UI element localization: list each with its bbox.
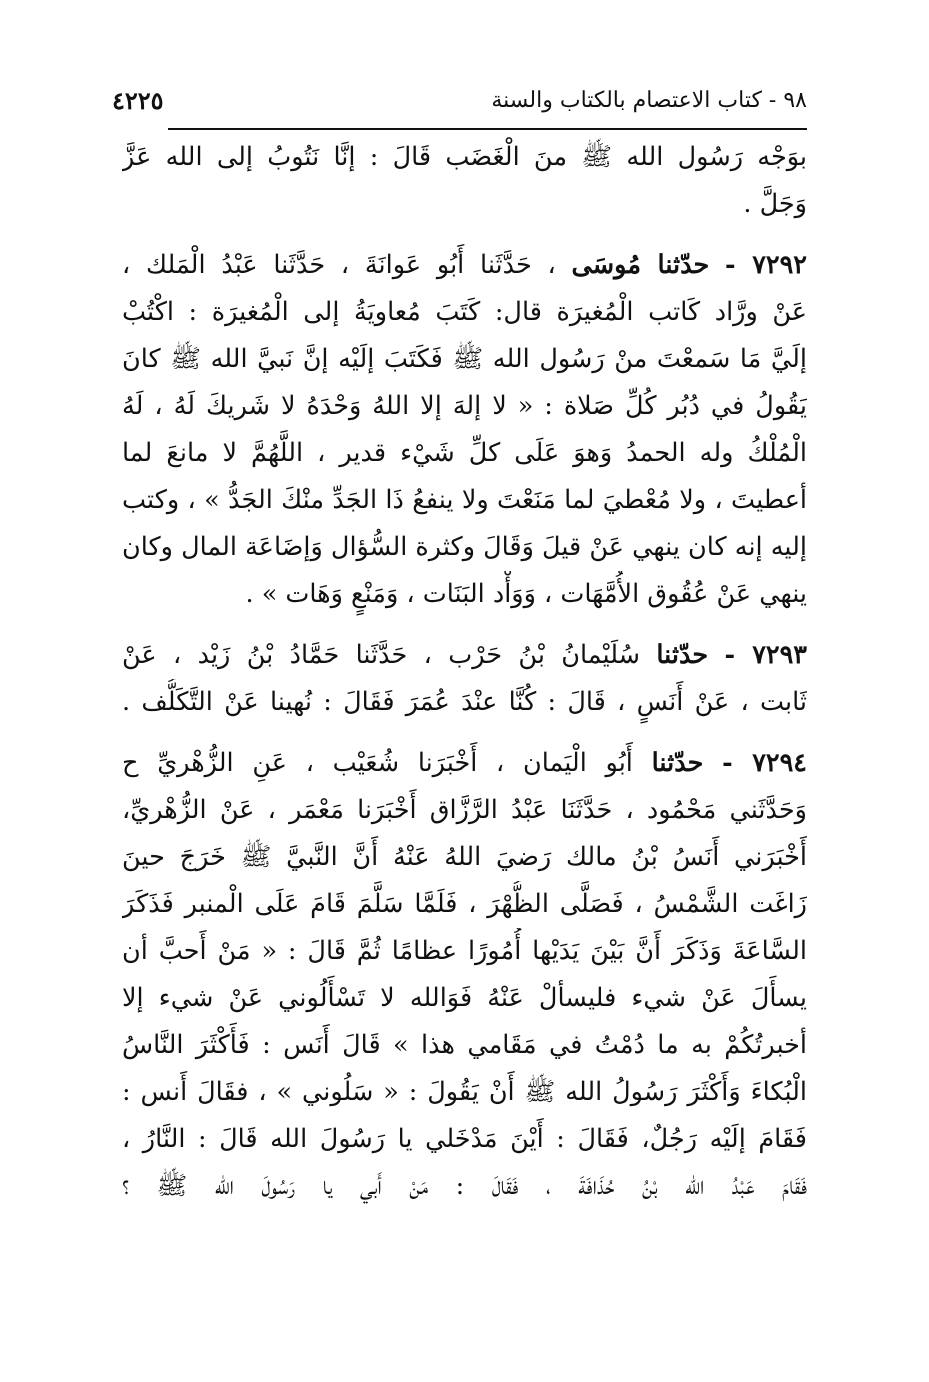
text-line: أَخْبَرَني أَنَسُ بْنُ مالك رَضيَ اللهُ عَنْهُ أَنَّ النَّبيَّ ﷺ خَرَجَ حينَ — [122, 842, 807, 872]
page-number: ٤٢٢٥ — [112, 86, 164, 115]
hadith-number: ٧٢٩٣ - — [724, 640, 807, 670]
text-line: ينهي عَنْ عُقُوق الأُمَّهَات ، وَوَأْد البَنَات ، وَمَنْعٍ وَهَات » . — [245, 579, 807, 609]
text-run: سُلَيْمانُ بْنُ حَرْب ، حَدَّثَنا حَمَّادُ بْنُ زَيْد ، عَنْ — [122, 640, 641, 670]
text-run: ، حَدَّثَنا أَبُو عَوانَةَ ، حَدَّثَنا عَبْدُ الْمَلك ، — [122, 250, 556, 280]
hadith-lead: حدّثنا — [656, 640, 709, 670]
text-line: الْبُكاءَ وَأَكْثَرَ رَسُولُ الله ﷺ أَنْ يَقُولَ : « سَلُوني » ، فقَالَ أَنس : — [122, 1077, 807, 1107]
text-line: فَقَامَ عَبْدُ الله بْنُ حُذَافَةَ ، فَقَالَ : مَنْ أَبي يا رَسُولَ الله ﷺ ؟ — [122, 1171, 807, 1201]
header-rule — [168, 128, 807, 130]
text-line: السَّاعَةَ وَذَكَرَ أَنَّ بَيْنَ يَدَيْها أُمُورًا عظامًا ثُمَّ قَالَ : « مَنْ أَحبَّ أن — [122, 936, 807, 966]
text-line: يسأَلَ عَنْ شيء فليسألْ عَنْهُ فَوَالله لا تَسْأَلُوني عَنْ شيء إلا — [122, 983, 807, 1013]
text-run: أَبُو الْيَمان ، أَخْبَرَنا شُعَيْب ، عَنِ الزُّهْريِّ ح — [122, 748, 633, 778]
hadith-heading-line — [122, 242, 807, 289]
text-line: يَقُولُ في دُبُر كُلِّ صَلاة : « لا إلهَ إلا اللهُ وَحْدَهُ لا شَريكَ لَهُ ، لَهُ — [122, 391, 807, 421]
text-line: فَقَامَ إلَيْه رَجُلٌ، فَقَالَ : أَيْنَ مَدْخَلي يا رَسُولَ الله قَالَ : النَّارُ ، — [122, 1124, 807, 1154]
hadith-heading-line — [122, 740, 807, 787]
text-line: بوَجْه رَسُول الله ﷺ منَ الْغَضَب قَالَ : إنَّا نَتُوبُ إلى الله عَزَّ — [122, 142, 807, 172]
text-line: ثَابت ، عَنْ أَنَسٍ ، قَالَ : كُنَّا عنْدَ عُمَرَ فَقَالَ : نُهينا عَنْ التَّكَلُّف . — [122, 687, 807, 717]
text-line: الْمُلْكُ وله الحمدُ وَهوَ عَلَى كلِّ شَيْء قدير ، اللَّهُمَّ لا مانعَ لما — [122, 438, 807, 468]
hadith-number: ٧٢٩٤ - — [722, 748, 807, 778]
hadith-heading-line — [122, 632, 807, 679]
hadith-number: ٧٢٩٢ - — [725, 250, 807, 280]
text-line: أعطيتَ ، ولا مُعْطيَ لما مَنَعْتَ ولا ينفعُ ذَا الجَدِّ منْكَ الجَدُّ » ، وكتب — [122, 485, 807, 515]
running-title: ٩٨ - كتاب الاعتصام بالكتاب والسنة — [491, 88, 807, 113]
text-line: وَحَدَّثَني مَحْمُود ، حَدَّثَنَا عَبْدُ الرَّزَّاق أَخْبَرَنا مَعْمَر ، عَنْ الزُّهْريِّ، — [122, 795, 807, 825]
text-line: وَجَلَّ . — [743, 189, 807, 219]
text-line: إليه إنه كان ينهي عَنْ قيلَ وَقَالَ وكثرة السُّؤال وَإضَاعَة المال وكان — [122, 532, 807, 562]
text-line: عَنْ ورَّاد كَاتب الْمُغيرَة قال: كَتَبَ مُعاويَةُ إلى الْمُغيرَة : اكْتُبْ — [122, 297, 807, 327]
text-line: زَاغَت الشَّمْسُ ، فَصَلَّى الظُّهْرَ ، فَلَمَّا سَلَّمَ قَامَ عَلَى الْمنبر فَذَكَرَ — [122, 889, 807, 919]
page-header — [112, 84, 807, 124]
text-line: أخبرتُكُمْ به ما دُمْتُ في مَقَامي هذا » قَالَ أَنَس : فَأَكْثَرَ النَّاسُ — [122, 1030, 807, 1060]
page-body — [122, 134, 807, 1210]
hadith-lead: حدّثنا مُوسَى — [571, 250, 710, 280]
text-line: إلَيَّ مَا سَمعْتَ منْ رَسُول الله ﷺ فَكَتَبَ إلَيْه إنَّ نَبيَّ الله ﷺ كانَ — [122, 344, 807, 374]
hadith-lead: حدّثنا — [651, 748, 704, 778]
